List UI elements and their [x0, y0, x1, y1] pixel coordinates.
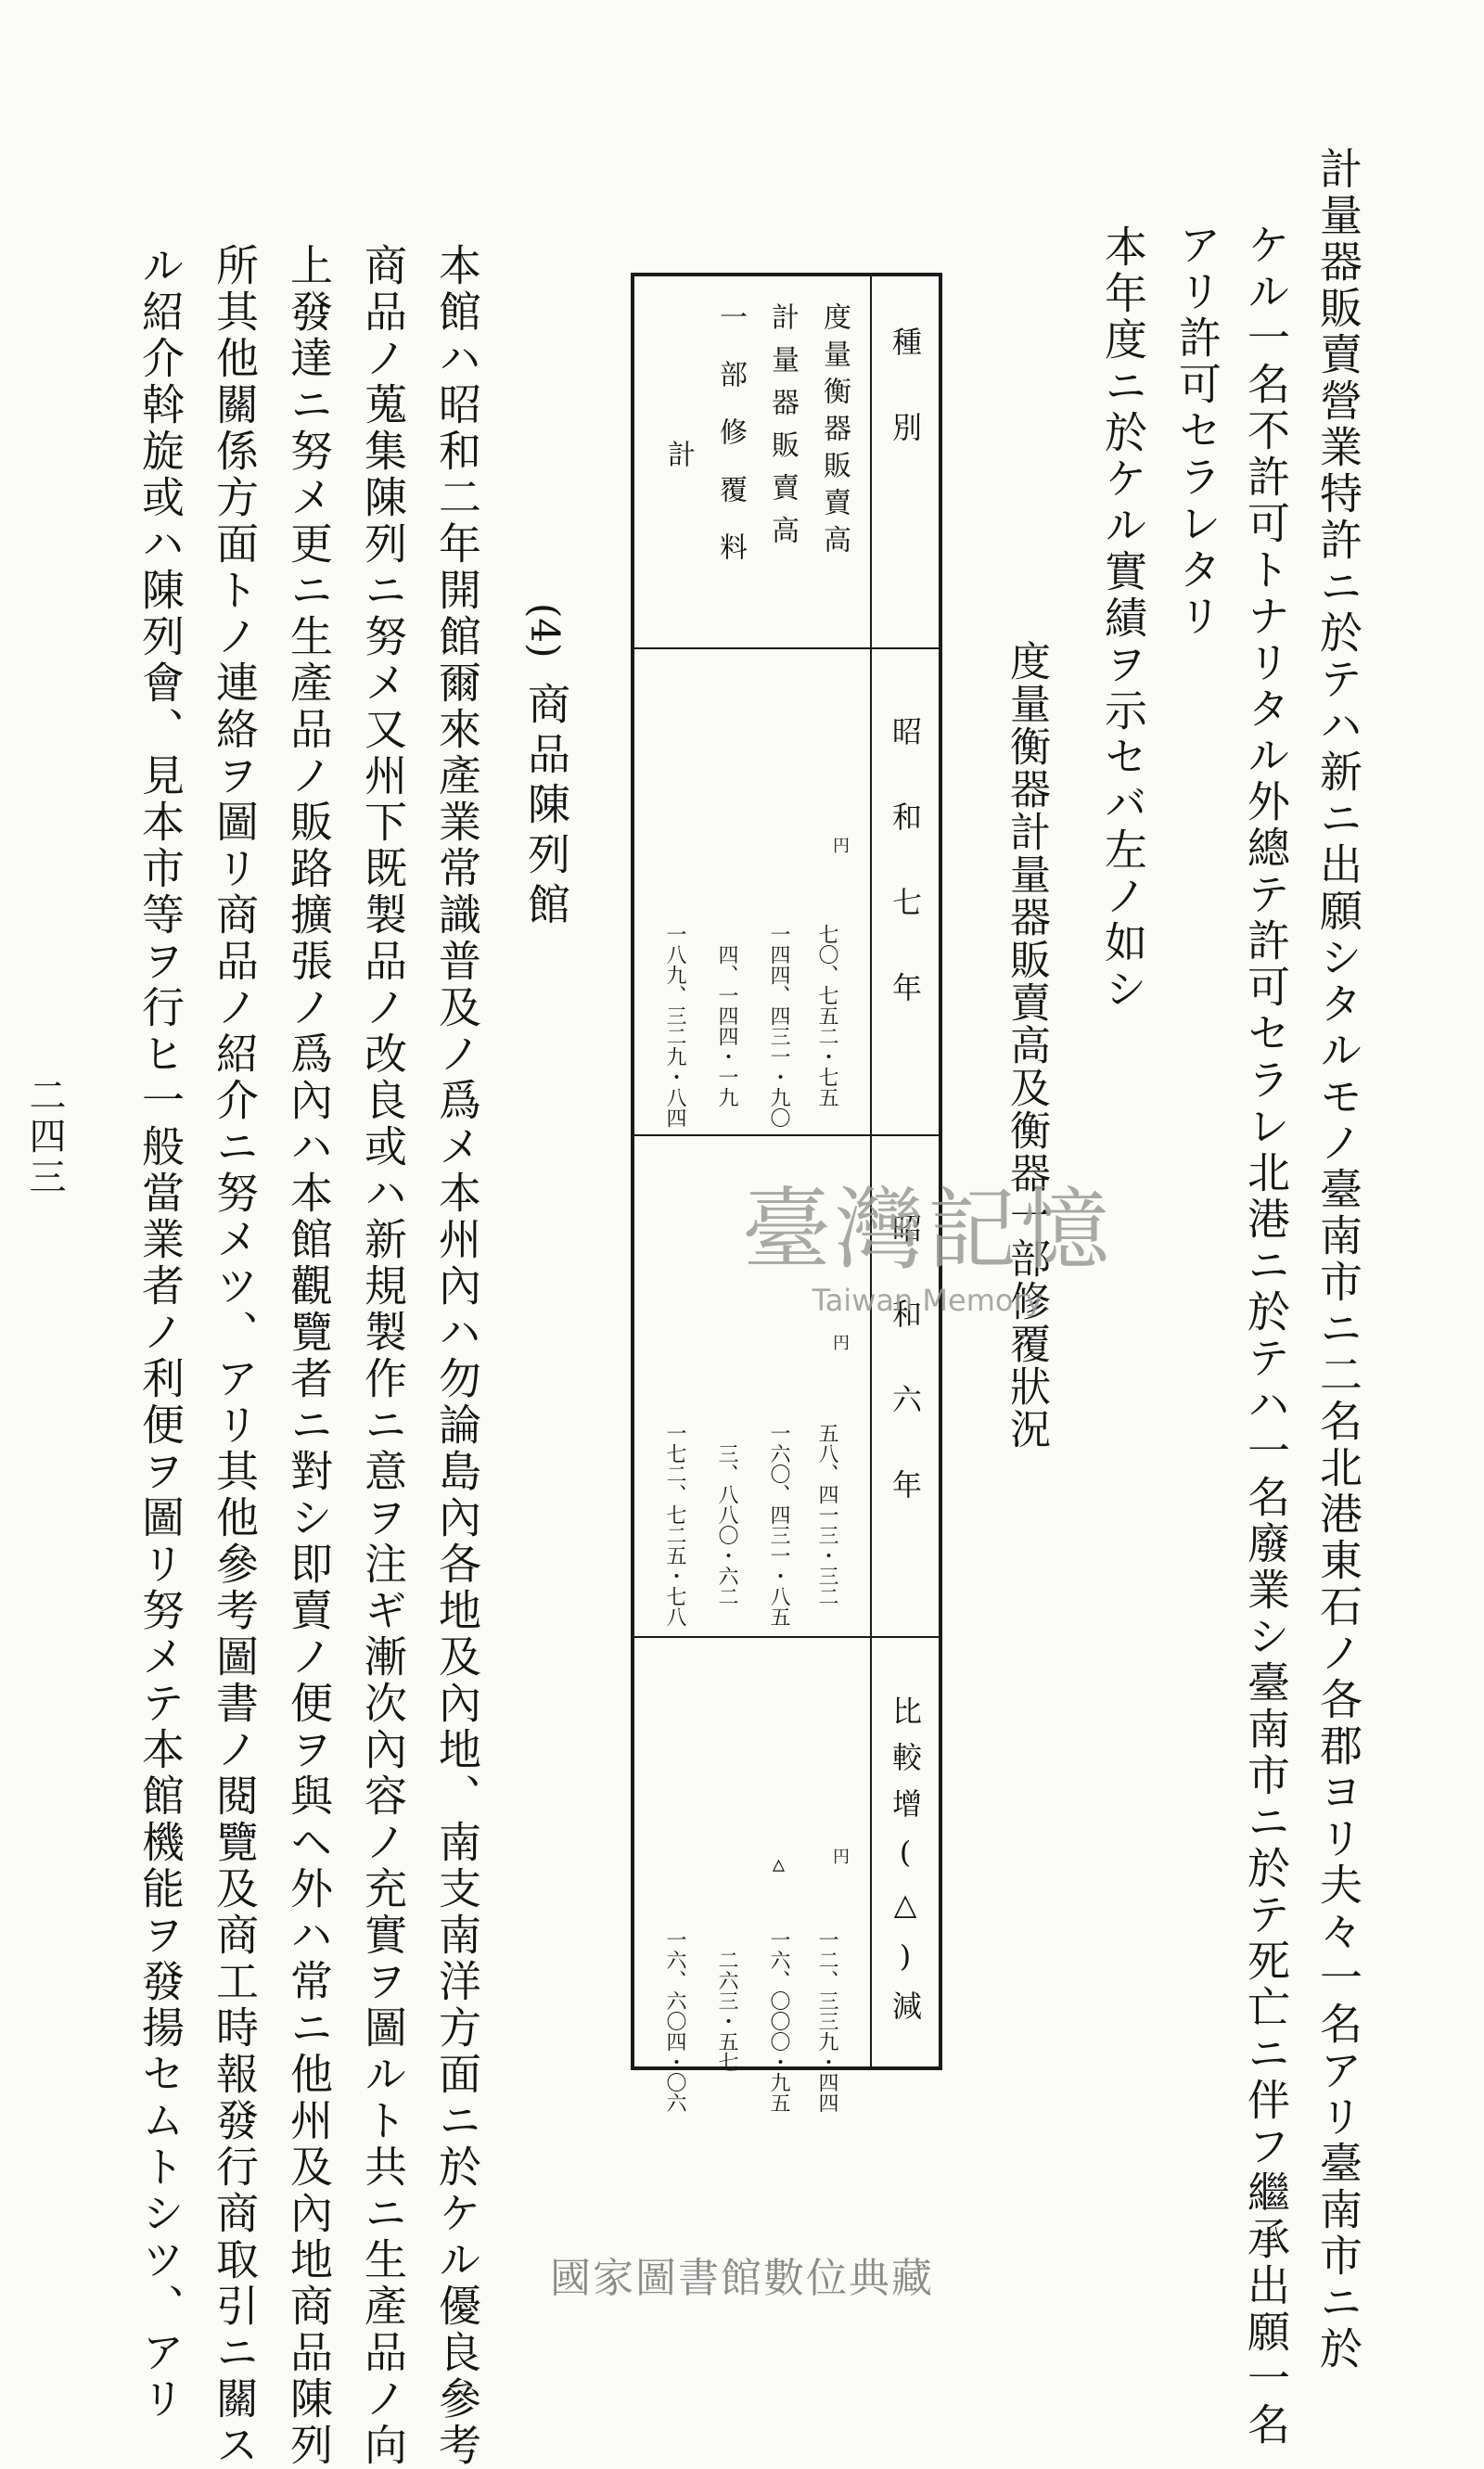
body-line-1: 本館ハ昭和二年開館爾來產業常識普及ノ爲メ本州內ハ勿論島內各地及內地、南支南洋方面ニ於ケル優良參考 [432, 243, 482, 2469]
value-y7-row2: 一四四、四三一・九〇 [767, 924, 790, 1128]
header-year7: 昭和七年 [888, 716, 923, 1057]
paragraph-1-line-3: アリ許可セラレタリ [1172, 223, 1222, 640]
value-diff-row1: 一二、三三九・四四 [815, 1929, 838, 2113]
value-y7-total: 一八九、三二九・八四 [663, 924, 686, 1128]
value-y7-row1: 七〇、七五二・七五 [815, 924, 838, 1107]
value-y6-row3: 三、八八〇・六二 [715, 1443, 738, 1606]
table-title: 度量衡器計量器販賣高及衡器一部修覆狀況 [1003, 640, 1050, 1451]
watermark-title: 臺灣記憶 [742, 1178, 1113, 1282]
header-diff: 比較增(△)減 [888, 1695, 923, 2037]
unit-diff: 円 [830, 1848, 850, 1866]
row-label: 一部修覆料 [714, 302, 747, 590]
value-y7-row3: 四、一四四・一九 [715, 944, 738, 1107]
body-line-2: 商品ノ蒐集陳列ニ努メ又州下既製品ノ改良或ハ新規製作ニ意ヲ注ギ漸次內容ノ充實ヲ圖ルト共ニ生產品ノ向 [358, 243, 408, 2469]
value-y6-row2: 一六〇、四三一・八五 [767, 1423, 790, 1627]
section-number: (4) [522, 603, 568, 659]
section-title: 商品陳列館 [521, 682, 571, 932]
body-line-5: ル紹介斡旋或ハ陳列會、見本市等ヲ行ヒ一般當業者ノ利便ヲ圖リ努メテ本館機能ヲ發揚セムトシツ、アリ [135, 243, 186, 2423]
value-diff-total: 一六、六〇四・〇六 [663, 1929, 686, 2113]
paragraph-1-line-1: 計量器販賣營業特許ニ於テハ新ニ出願シタルモノ臺南市ニ二名北港東石ノ各郡ヨリ夫々一名アリ臺南市ニ於 [1313, 147, 1363, 2373]
body-line-4: 所其他關係方面トノ連絡ヲ圖リ商品ノ紹介ニ努メツ、アリ其他參考圖書ノ閱覽及商工時報發行商取引ニ關ス [210, 243, 260, 2469]
unit-year7: 円 [830, 837, 850, 855]
unit-year6: 円 [830, 1334, 850, 1352]
row-label: 度量衡器販賣高 [818, 302, 851, 562]
footer-caption: 國家圖書館數位典藏 [550, 2255, 934, 2302]
page-number: 二四三 [23, 1076, 66, 1198]
watermark-subtitle: Taiwan Memory [812, 1283, 1043, 1318]
sales-table [631, 273, 942, 2113]
row-label: 計量器販賣高 [766, 302, 799, 558]
paragraph-1-line-2: ケル一名不許可トナリタル外總テ許可セラレ北港ニ於テハ一名廢業シ臺南市ニ於テ死亡ニ伴フ繼承出願一名 [1241, 223, 1291, 2449]
decrease-mark: △ [767, 1853, 790, 1876]
paragraph-2-line-1: 本年度ニ於ケル實績ヲ示セバ左ノ如シ [1098, 224, 1148, 1013]
value-diff-row3: 二六三・五七 [715, 1950, 738, 2072]
header-category: 種別 [888, 326, 923, 497]
value-y6-row1: 五八、四一三・三二 [815, 1423, 838, 1606]
value-y6-total: 一七二、七二五・七八 [663, 1423, 686, 1627]
row-label: 計 [662, 440, 695, 469]
body-line-3: 上發達ニ努メ更ニ生產品ノ販路擴張ノ爲內ハ本館觀覽者ニ對シ即賣ノ便ヲ與ヘ外ハ常ニ他州及內地商品陳列 [284, 243, 334, 2469]
value-diff-row2: 一六、〇〇〇・九五 [767, 1929, 790, 2113]
header-year6: 昭和六年 [888, 1213, 923, 1554]
